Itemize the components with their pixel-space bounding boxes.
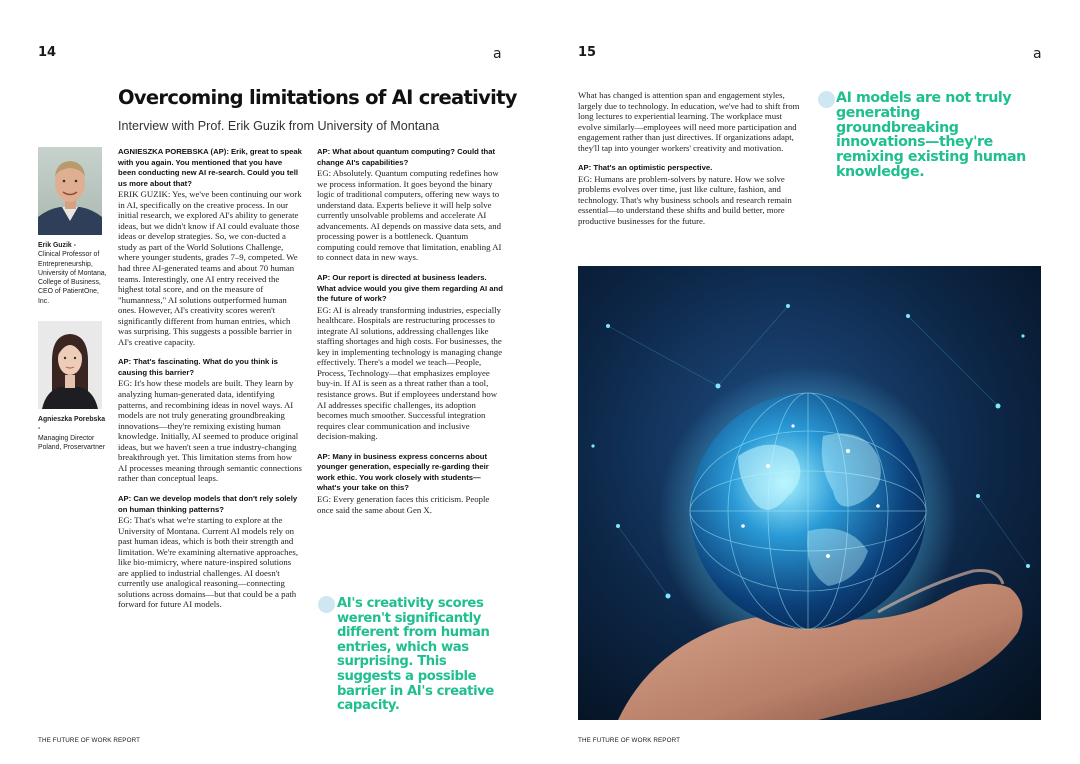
question-3: AP: Can we develop models that don't rely solely on human thinking patterns? xyxy=(118,493,298,514)
erik-caption xyxy=(38,241,108,306)
globe-in-hand-image xyxy=(578,266,1041,720)
question-1: AGNIESZKA POREBSKA (AP): Erik, great to speak with you again. You mentioned that you have been conducting new AI re-search. Could you tell us more about that? xyxy=(118,147,302,188)
question-4: AP: What about quantum computing? Could that change AI's capabilities? xyxy=(317,147,496,167)
answer-3: EG: That's what we're starting to explore at the University of Montana. Current AI models rely on past human ideas, which is both their strength and limitation. We're examining alternative approaches, like bio-mimicry, where nature-inspired solutions are applied to industrial challenges. AI doesn't currently use analogical reasoning—connecting solutions across domains—but that could be a path forward for future AI models. xyxy=(118,515,299,610)
article-subtitle: Interview with Prof. Erik Guzik from University of Montana xyxy=(118,119,440,133)
answer-4: EG: Absolutely. Quantum computing redefines how we process information. It goes beyond the binary logic of traditional computers, offering new ways to understand data. Experts believe it will help solve currently unsolvable problems and accelerate AI advancements. AI depends on massive data sets, and processing power is a bottleneck. Quantum computing could remove that limitation, enabling AI to connect data in new ways. xyxy=(317,168,502,263)
question-5: AP: Our report is directed at business leaders. What advice would you give them regarding AI and the future of work? xyxy=(317,273,503,304)
answer-6: EG: Every generation faces this criticism. People once said the same about Gen X. xyxy=(317,493,490,515)
agnieszka-porebska-photo xyxy=(38,321,102,409)
agnieszka-caption xyxy=(38,415,108,452)
brand-logo-left: a xyxy=(493,46,502,62)
footer-left: THE FUTURE OF WORK REPORT xyxy=(38,737,141,744)
answer-2: EG: It's how these models are built. They learn by analyzing human-generated data, identifying patterns, and recombining ideas in novel ways. AI models are not truly generating groundbreaking innovations—they're remixing existing human knowledge. Initially, AI seemed to produce original ideas, but we haven't seen a true industry-changing breakthrough yet. This limitation stems from how AI processes meaning through semantic connections rather than conceptual leaps. xyxy=(118,378,302,484)
agnieszka-caption-role: Managing Director Poland, Proservartner xyxy=(38,434,106,451)
question-7: AP: That's an optimistic perspective. xyxy=(578,163,713,173)
pull-quote-dot-left xyxy=(318,596,335,613)
pull-quote-right: AI models are not truly generating groundbreaking innovations—they're remixing existing human knowledge. xyxy=(836,90,1026,180)
interview-column-3 xyxy=(578,90,800,227)
question-2: AP: That's fascinating. What do you think is causing this barrier? xyxy=(118,357,278,377)
agnieszka-caption-name: Agnieszka Porebska - xyxy=(38,416,106,433)
page-number-left: 14 xyxy=(38,45,57,60)
answer-7: EG: Humans are problem-solvers by nature. How we solve problems evolves over time, just like culture, fashion, and technology. That's why business schools and research remain essential—to understand these shifts and build better, more productive businesses for the future. xyxy=(578,173,792,227)
pull-quote-left: AI's creativity scores weren't significantly different from human entries, which was surprising. This suggests a possible barrier in AI's creative capacity. xyxy=(337,596,494,714)
article-title: Overcoming limitations of AI creativity xyxy=(118,86,517,109)
erik-caption-name: Erik Guzik - xyxy=(38,242,76,249)
pull-quote-dot-right xyxy=(818,91,835,108)
interview-column-2 xyxy=(317,147,503,515)
brand-logo-right: a xyxy=(1033,46,1042,62)
answer-5: EG: AI is already transforming industries, especially healthcare. Hospitals are restructuring processes to integrate AI solutions, addressing challenges like staffing shortages and high costs. For businesses, the key in implementing technology is managing change effectively. There's a model we teach—People, Process, Technology—that emphasizes employee buy-in. If AI is seen as a threat rather than a tool, resistance grows. But if employees understand how AI addresses specific challenges, its adoption becomes much smoother. Successful integration requires clear communication and inclusive decision-making. xyxy=(317,304,503,442)
erik-caption-role: Clinical Professor of Entrepreneurship, University of Montana, College of Business, CEO of PatientOne, Inc. xyxy=(38,251,107,305)
footer-right: THE FUTURE OF WORK REPORT xyxy=(578,737,681,744)
erik-guzik-photo xyxy=(38,147,102,235)
answer-6-continued: What has changed is attention span and engagement styles, largely due to technology. In education, we've had to shift from long lectures to experiential learning. The workplace must evolve similarly—employees will need more participation and engagement rather than just directives. If organizations adapt, they'll tap into younger workers' creativity and motivation. xyxy=(578,90,800,153)
interview-column-1 xyxy=(118,147,302,610)
page-number-right: 15 xyxy=(578,45,597,60)
answer-1: ERIK GUZIK: Yes, we've been continuing our work in AI, specifically on the creative process. In our initial research, we explored AI's ability to generate ideas, but we didn't know if AI could evaluate those ideas or develop strategies. So, we con-ducted a study as part of the World Solutions Challenge, where younger students, grades 7–9, competed. We had three AI-generated teams and about 70 human teams. Interestingly, one AI entry received the highest total score, and on the measure of "humanness," AI solutions outperformed human ones. However, AI's creativity scores weren't significantly different from human entries, which was surprising. This suggests a possible barrier in AI's creative capacity. xyxy=(118,189,302,347)
question-6: AP: Many in business express concerns about younger generation, especially re-garding their work ethic. You work closely with students—what's your take on this? xyxy=(317,451,489,493)
